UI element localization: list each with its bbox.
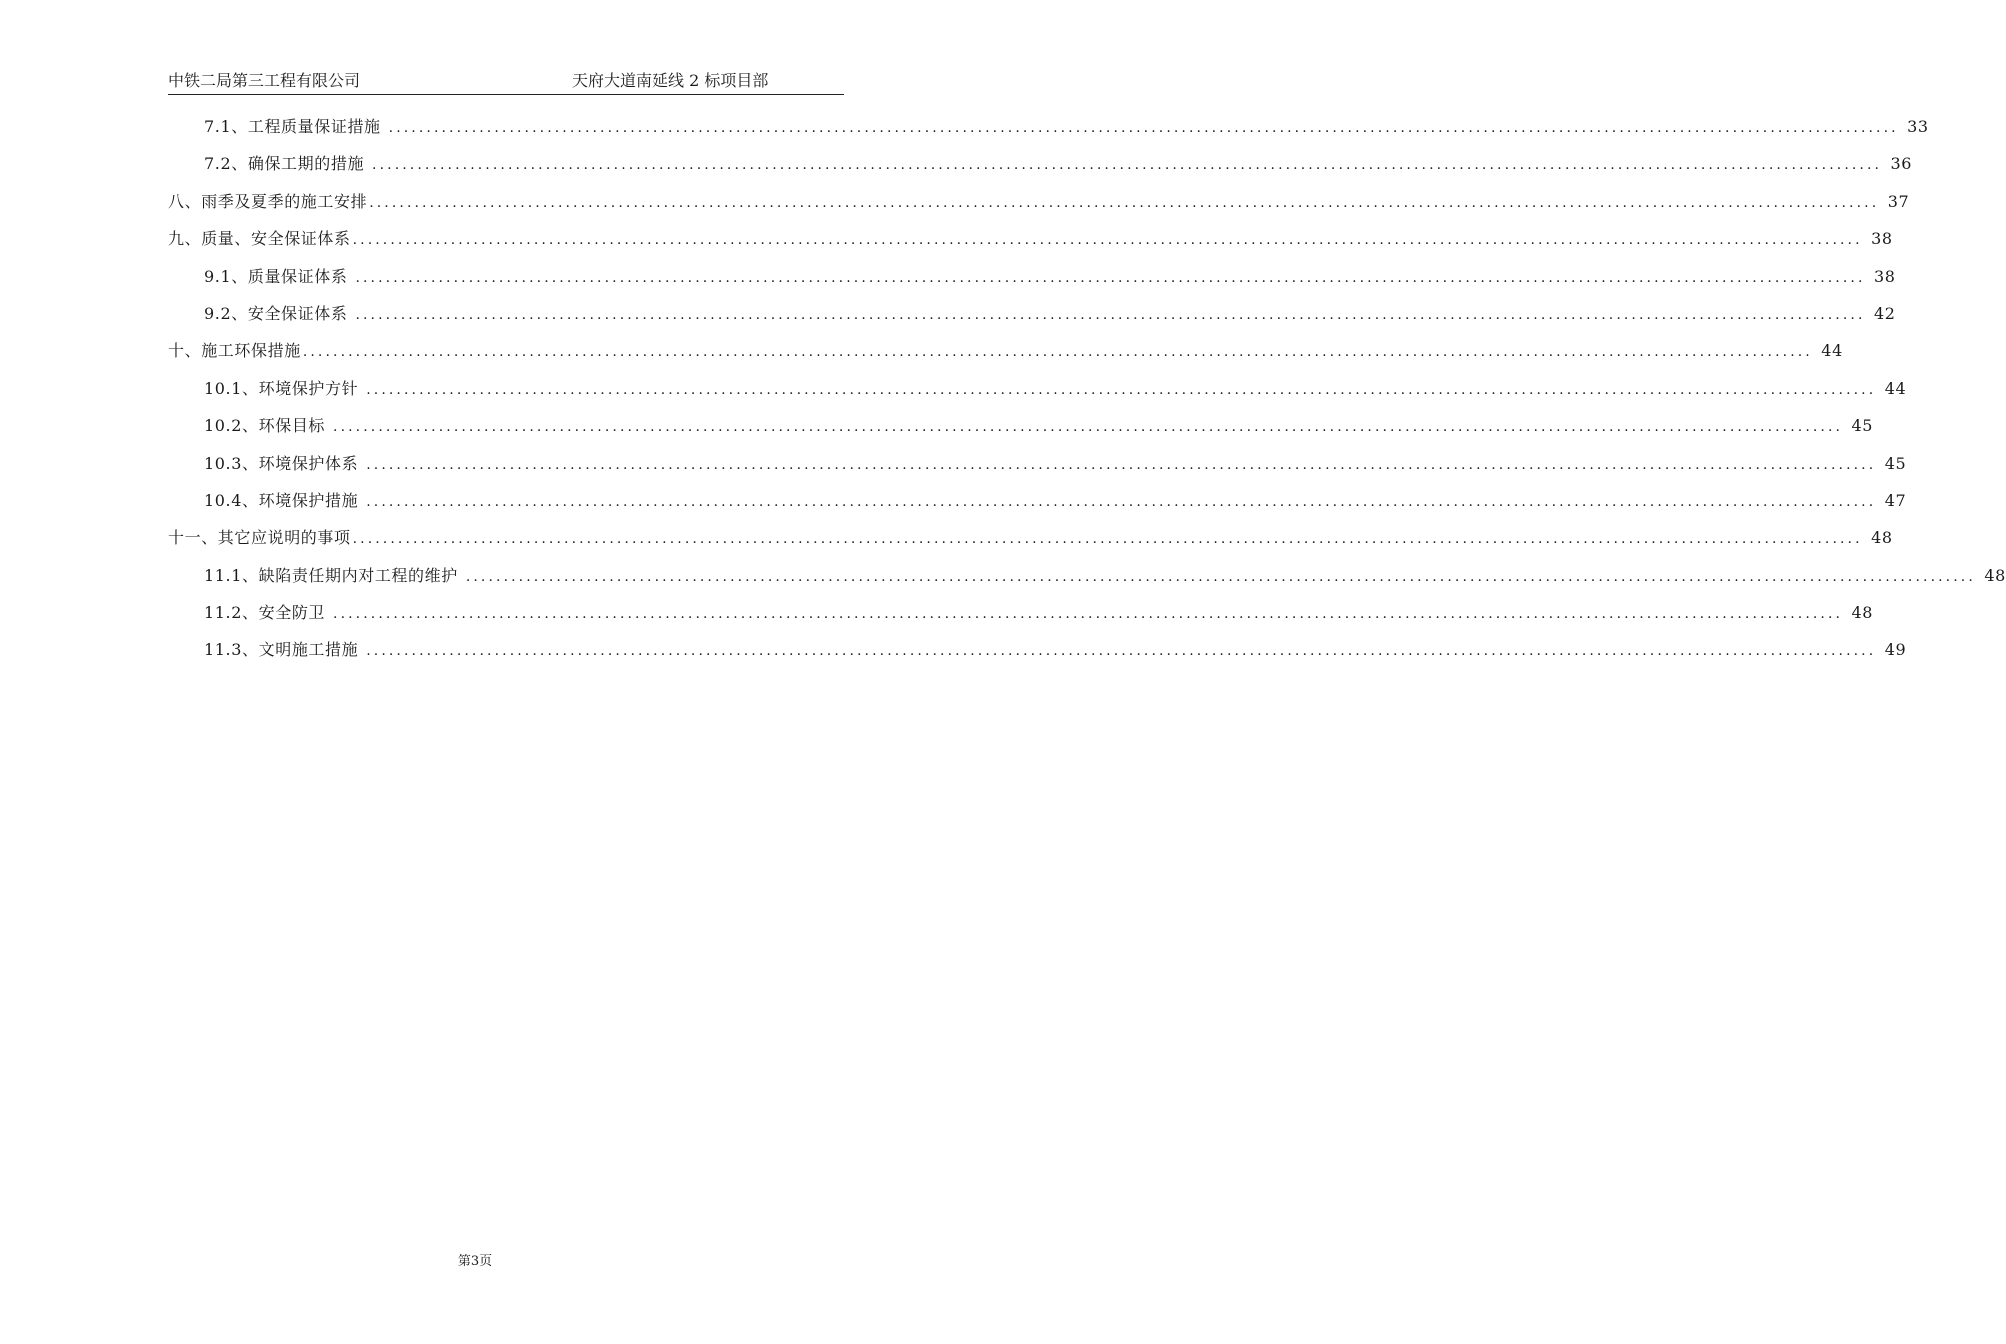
page-number: 第3页: [457, 1254, 493, 1269]
toc-dot-leader: ........................................................................................................................................................................................................: [302, 344, 1813, 361]
toc-dot-leader: ........................................................................................................................................................................................................: [369, 194, 1880, 211]
page-header: [168, 66, 844, 95]
toc-entry-title: 10.4、环境保护措施: [204, 490, 359, 510]
toc-dot-leader: ........................................................................................................................................................................................................: [333, 419, 1844, 436]
header-project: 天府大道南延线 2 标项目部: [572, 71, 769, 90]
toc-entry-page: 48: [1871, 528, 1893, 548]
toc-entry-title: 10.3、环境保护体系: [204, 453, 359, 473]
toc-entry-title: 7.1、工程质量保证措施: [204, 117, 381, 136]
toc-entry[interactable]: [168, 151, 1913, 188]
toc-entry-title: 11.3、文明施工措施: [204, 640, 359, 660]
toc-entry[interactable]: [168, 451, 1907, 488]
toc-entry[interactable]: [168, 226, 1893, 263]
toc-entry-page: 37: [1887, 191, 1910, 211]
toc-entry[interactable]: [168, 338, 1843, 375]
toc-entry[interactable]: [168, 525, 1893, 562]
header-company: 中铁二局第三工程有限公司: [168, 71, 361, 90]
toc-entry-page: 44: [1884, 378, 1907, 398]
toc-entry[interactable]: [168, 114, 1929, 151]
toc-entry-page: 36: [1890, 154, 1913, 174]
table-of-contents: [168, 114, 2006, 675]
page-footer: [0, 1250, 950, 1269]
toc-entry-page: 38: [1871, 229, 1893, 249]
toc-entry[interactable]: [168, 637, 1907, 674]
toc-entry-title: 7.2、确保工期的措施: [204, 154, 365, 174]
toc-entry[interactable]: [168, 301, 1896, 338]
toc-entry[interactable]: [168, 413, 1874, 450]
toc-entry-page: 47: [1884, 490, 1907, 510]
toc-entry-title: 9.1、质量保证体系: [204, 266, 348, 286]
toc-entry-title: 八、雨季及夏季的施工安排: [168, 191, 368, 211]
toc-entry-page: 38: [1873, 266, 1896, 286]
toc-entry-page: 48: [1984, 565, 2006, 585]
toc-dot-leader: ........................................................................................................................................................................................................: [333, 606, 1844, 623]
toc-entry-title: 十、施工环保措施: [168, 341, 301, 361]
toc-entry-page: 45: [1884, 453, 1907, 473]
toc-entry[interactable]: [168, 376, 1907, 413]
toc-entry-page: 44: [1821, 341, 1843, 361]
toc-entry-title: 11.1、缺陷责任期内对工程的维护: [204, 565, 458, 585]
toc-dot-leader: ........................................................................................................................................................................................................: [465, 568, 1976, 585]
toc-entry-page: 42: [1873, 303, 1896, 323]
toc-entry-title: 9.2、安全保证体系: [204, 303, 348, 323]
toc-dot-leader: ........................................................................................................................................................................................................: [366, 381, 1877, 398]
toc-entry[interactable]: [168, 189, 1910, 226]
toc-entry[interactable]: [168, 563, 2006, 600]
toc-entry-title: 十一、其它应说明的事项: [168, 528, 351, 548]
toc-dot-leader: ........................................................................................................................................................................................................: [355, 306, 1866, 323]
toc-dot-leader: ........................................................................................................................................................................................................: [355, 269, 1866, 286]
toc-entry-title: 11.2、安全防卫: [204, 603, 326, 623]
toc-dot-leader: ........................................................................................................................................................................................................: [366, 493, 1877, 510]
toc-dot-leader: ........................................................................................................................................................................................................: [352, 232, 1863, 249]
toc-entry-page: 48: [1851, 603, 1874, 623]
toc-entry-page: 49: [1884, 640, 1907, 660]
toc-entry-page: 45: [1851, 416, 1874, 436]
toc-entry[interactable]: [168, 600, 1874, 637]
toc-entry-title: 10.2、环保目标: [204, 416, 326, 436]
toc-dot-leader: ........................................................................................................................................................................................................: [366, 643, 1877, 660]
toc-dot-leader: ........................................................................................................................................................................................................: [352, 531, 1863, 548]
toc-entry[interactable]: [168, 488, 1907, 525]
toc-entry[interactable]: [168, 264, 1896, 301]
toc-entry-title: 10.1、环境保护方针: [204, 378, 359, 398]
toc-dot-leader: ........................................................................................................................................................................................................: [388, 120, 1899, 136]
toc-entry-title: 九、质量、安全保证体系: [168, 229, 351, 249]
toc-entry-page: 33: [1907, 117, 1929, 136]
toc-dot-leader: ........................................................................................................................................................................................................: [366, 456, 1877, 473]
toc-dot-leader: ........................................................................................................................................................................................................: [372, 157, 1883, 174]
